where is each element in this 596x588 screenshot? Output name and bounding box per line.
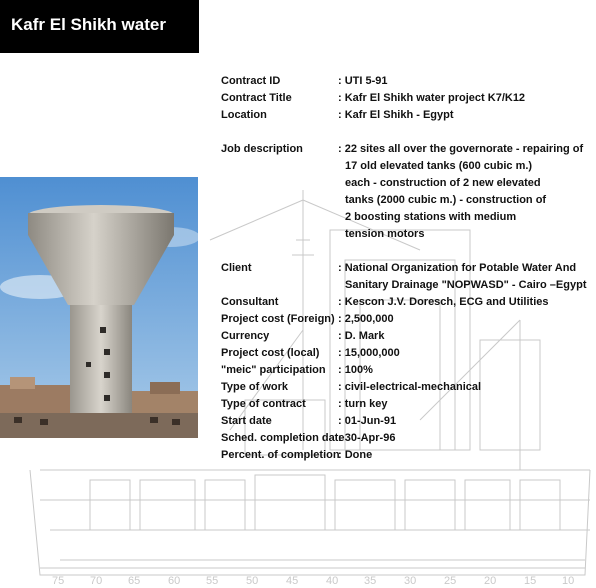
consultant-value: : Kescon J.V. Doresch, ECG and Utilities (338, 296, 549, 308)
meic-participation-label: "meic" participation (221, 364, 326, 376)
percent-completion-label: Percent. of completion (221, 449, 340, 461)
frame-number: 50 (246, 575, 259, 587)
type-of-contract-value: : turn key (338, 398, 388, 410)
frame-number: 35 (364, 575, 377, 587)
currency-label: Currency (221, 330, 270, 342)
frame-number: 20 (484, 575, 497, 587)
project-cost-local-label: Project cost (local) (221, 347, 320, 359)
frame-number: 55 (206, 575, 219, 587)
job-description-line: each - construction of 2 new elevated (345, 177, 541, 189)
page-title: Kafr El Shikh water (11, 15, 166, 34)
frame-number: 65 (128, 575, 141, 587)
type-of-work-label: Type of work (221, 381, 289, 393)
sched-completion-label: Sched. completion date (221, 432, 345, 444)
client-label: Client (221, 262, 252, 274)
type-of-work-value: : civil-electrical-mechanical (338, 381, 482, 393)
frame-number: 60 (168, 575, 181, 587)
sched-completion-value: : 30-Apr-96 (338, 432, 396, 444)
frame-number: 10 (562, 575, 575, 587)
location-value: : Kafr El Shikh - Egypt (338, 109, 454, 121)
job-description-line: 2 boosting stations with medium (345, 211, 517, 223)
frame-number: 45 (286, 575, 299, 587)
job-description-line: 17 old elevated tanks (600 cubic m.) (345, 160, 533, 172)
contract-title-value: : Kafr El Shikh water project K7/K12 (338, 92, 526, 104)
start-date-value: : 01-Jun-91 (338, 415, 397, 427)
project-cost-foreign-value: : 2,500,000 (338, 313, 394, 325)
project-cost-foreign-label: Project cost (Foreign) (221, 313, 335, 325)
project-cost-local-value: : 15,000,000 (338, 347, 400, 359)
currency-value: : D. Mark (338, 330, 385, 342)
client-line: : National Organization for Potable Water And (338, 262, 577, 274)
client-line: Sanitary Drainage "NOPWASD" - Cairo –Egypt (345, 279, 587, 291)
job-description-line: : 22 sites all over the governorate - repairing of (338, 143, 584, 155)
frame-number: 30 (404, 575, 417, 587)
start-date-label: Start date (221, 415, 272, 427)
job-description-line: tension motors (345, 228, 425, 240)
job-description-label: Job description (221, 143, 303, 155)
frame-number: 75 (52, 575, 65, 587)
type-of-contract-label: Type of contract (221, 398, 306, 410)
location-label: Location (221, 109, 267, 121)
frame-number: 25 (444, 575, 457, 587)
consultant-label: Consultant (221, 296, 279, 308)
percent-completion-value: : Done (338, 449, 373, 461)
job-description-line: tanks (2000 cubic m.) - construction of (345, 194, 547, 206)
contract-id-label: Contract ID (221, 75, 281, 87)
frame-number: 40 (326, 575, 339, 587)
frame-number: 70 (90, 575, 103, 587)
meic-participation-value: : 100% (338, 364, 373, 376)
frame-number: 15 (524, 575, 537, 587)
contract-id-value: : UTI 5-91 (338, 75, 388, 87)
contract-title-label: Contract Title (221, 92, 292, 104)
